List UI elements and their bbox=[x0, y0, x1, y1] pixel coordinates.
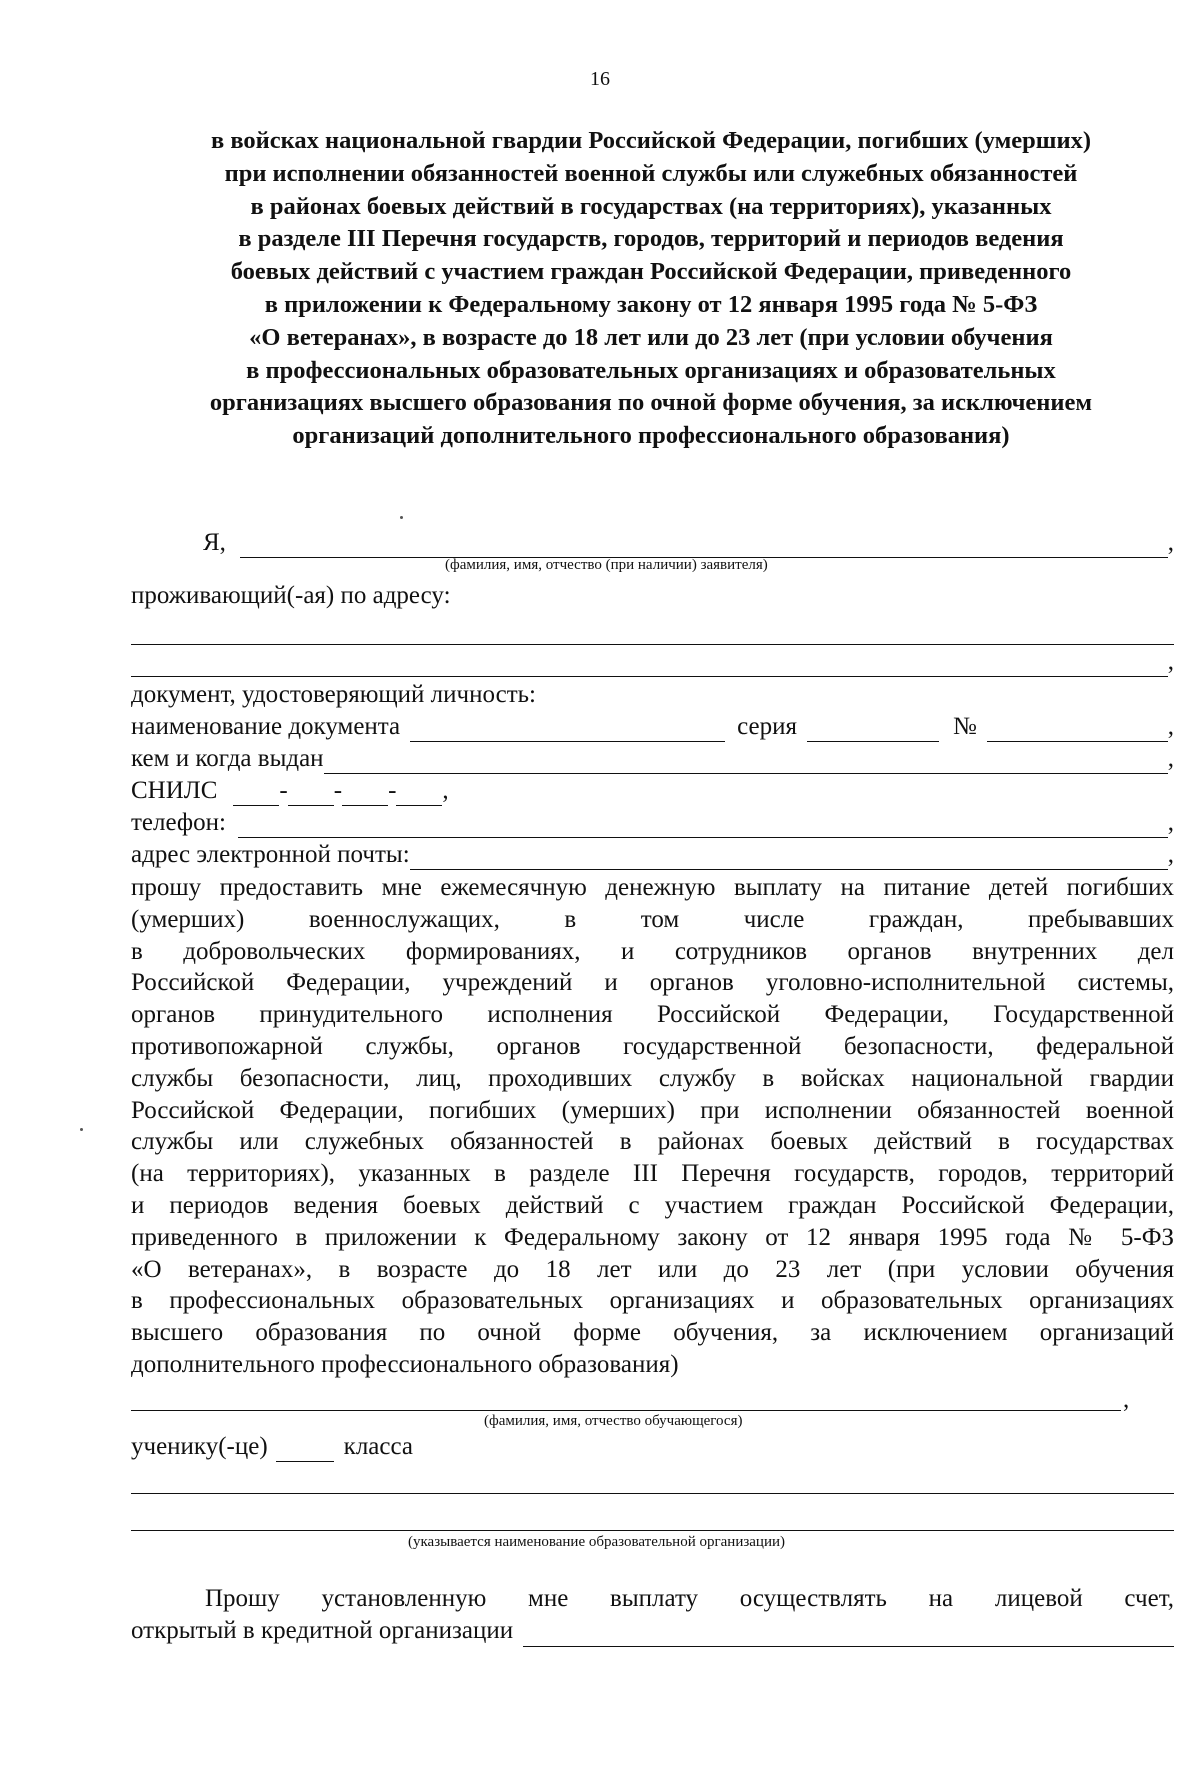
issued-field[interactable] bbox=[324, 749, 1168, 774]
snils-field-part-3[interactable] bbox=[342, 781, 388, 806]
payment-line-1: Прошу установленную мне выплату осуществлять на лицевой счет, bbox=[205, 1585, 1174, 1612]
scan-speck bbox=[80, 1128, 83, 1131]
request-line: в профессиональных образовательных организациях и образовательных организациях bbox=[131, 1287, 1174, 1315]
number-label: № bbox=[953, 713, 977, 740]
email-label: адрес электронной почты: bbox=[131, 841, 410, 868]
student-name-field[interactable] bbox=[131, 1410, 1121, 1411]
series-label: серия bbox=[737, 713, 798, 740]
request-paragraph bbox=[131, 872, 1174, 1381]
address-field-line-2[interactable] bbox=[131, 652, 1168, 677]
email-row bbox=[131, 840, 1174, 870]
title-line: в разделе III Перечня государств, городов, территорий и периодов ведения bbox=[238, 225, 1064, 253]
id-doc-label: документ, удостоверяющий личность: bbox=[131, 681, 536, 708]
request-line: прошу предоставить мне ежемесячную денежную выплату на питание детей погибших bbox=[131, 874, 1174, 901]
applicant-name-field[interactable] bbox=[240, 533, 1168, 558]
document-title bbox=[135, 125, 1167, 453]
doc-row bbox=[131, 712, 1174, 742]
student-caption: (фамилия, имя, отчество обучающегося) bbox=[484, 1413, 743, 1429]
request-line: приведенного в приложении к Федеральному закону от 12 января 1995 года № 5-ФЗ bbox=[131, 1223, 1174, 1251]
class-field[interactable] bbox=[276, 1437, 334, 1462]
org-caption: (указывается наименование образовательной организации) bbox=[408, 1534, 786, 1550]
request-line: в добровольческих формированиях, и сотрудников органов внутренних дел bbox=[131, 937, 1174, 965]
pupil-label: ученику(-це) bbox=[131, 1433, 268, 1460]
scan-speck bbox=[400, 516, 403, 519]
address-field-line-1[interactable] bbox=[131, 644, 1174, 645]
title-line: в районах боевых действий в государствах (на территориях), указанных bbox=[250, 192, 1052, 220]
address-row-2 bbox=[131, 647, 1174, 677]
title-line: в приложении к Федеральному закону от 12 января 1995 года № 5-ФЗ bbox=[264, 290, 1038, 318]
title-line: при исполнении обязанностей военной службы или служебных обязанностей bbox=[224, 159, 1078, 187]
snils-field-part-2[interactable] bbox=[288, 781, 334, 806]
title-line: в профессиональных образовательных организациях и образовательных bbox=[246, 356, 1056, 384]
class-label: класса bbox=[343, 1433, 413, 1460]
number-field[interactable] bbox=[987, 717, 1168, 742]
phone-field[interactable] bbox=[238, 813, 1168, 838]
request-line: высшего образования по очной форме обучения, за исключением организаций bbox=[131, 1319, 1174, 1347]
comma: , bbox=[1167, 841, 1174, 868]
comma: , bbox=[1167, 809, 1174, 836]
payment-paragraph bbox=[131, 1583, 1174, 1647]
snils-dash: - bbox=[388, 777, 397, 804]
applicant-prefix: Я, bbox=[203, 529, 226, 556]
request-line: дополнительного профессионального образования) bbox=[131, 1350, 679, 1378]
pupil-row bbox=[131, 1432, 413, 1462]
title-line: организаций дополнительного профессионального образования) bbox=[292, 422, 1010, 450]
request-line: Российской Федерации, учреждений и органов уголовно-исполнительной системы, bbox=[131, 969, 1174, 997]
request-line: и периодов ведения боевых действий с участием граждан Российской Федерации, bbox=[131, 1191, 1174, 1219]
title-line: в войсках национальной гвардии Российской Федерации, погибших (умерших) bbox=[210, 127, 1092, 154]
comma: , bbox=[1123, 1386, 1130, 1413]
issued-row bbox=[131, 744, 1174, 774]
request-line: (умерших) военнослужащих, в том числе граждан, пребывавших bbox=[131, 905, 1174, 933]
request-line: противопожарной службы, органов государственной безопасности, федеральной bbox=[131, 1032, 1174, 1060]
snils-field-part-1[interactable] bbox=[233, 781, 279, 806]
request-line: органов принудительного исполнения Российской Федерации, Государственной bbox=[131, 1001, 1174, 1029]
request-line: службы безопасности, лиц, проходивших службу в войсках национальной гвардии bbox=[131, 1064, 1174, 1092]
issued-label: кем и когда выдан bbox=[131, 745, 324, 772]
address-label: проживающий(-ая) по адресу: bbox=[131, 582, 451, 609]
request-line: «О ветеранах», в возрасте до 18 лет или до 23 лет (при условии обучения bbox=[131, 1255, 1174, 1283]
payment-line-2: открытый в кредитной организации bbox=[131, 1615, 1174, 1647]
snils-field-part-4[interactable] bbox=[396, 781, 442, 806]
snils-row bbox=[131, 776, 449, 806]
org-field-line-1[interactable] bbox=[131, 1493, 1174, 1494]
page-number: 16 bbox=[590, 68, 610, 90]
snils-label: СНИЛС bbox=[131, 777, 218, 804]
snils-dash: - bbox=[279, 777, 288, 804]
comma: , bbox=[1167, 648, 1174, 675]
doc-name-label: наименование документа bbox=[131, 713, 401, 740]
series-field[interactable] bbox=[807, 717, 939, 742]
comma: , bbox=[442, 777, 449, 804]
request-line: (на территориях), указанных в разделе III Перечня государств, городов, территорий bbox=[131, 1160, 1174, 1188]
comma: , bbox=[1167, 529, 1174, 556]
title-line: «О ветеранах», в возрасте до 18 лет или до 23 лет (при условии обучения bbox=[249, 323, 1053, 351]
applicant-caption: (фамилия, имя, отчество (при наличии) заявителя) bbox=[445, 557, 768, 573]
doc-name-field[interactable] bbox=[410, 717, 725, 742]
phone-row bbox=[131, 808, 1174, 838]
title-line: организациях высшего образования по очной форме обучения, за исключением bbox=[209, 389, 1093, 417]
org-field-line-2[interactable] bbox=[131, 1530, 1174, 1531]
title-line: боевых действий с участием граждан Российской Федерации, приведенного bbox=[230, 258, 1072, 286]
applicant-row bbox=[203, 528, 1174, 558]
request-line: службы или служебных обязанностей в районах боевых действий в государствах bbox=[131, 1128, 1174, 1156]
bank-account-field[interactable] bbox=[523, 1622, 1174, 1647]
snils-dash: - bbox=[333, 777, 343, 804]
comma: , bbox=[1167, 713, 1174, 740]
email-field[interactable] bbox=[410, 845, 1168, 870]
phone-label: телефон: bbox=[131, 809, 226, 836]
comma: , bbox=[1167, 745, 1174, 772]
request-line: Российской Федерации, погибших (умерших) при исполнении обязанностей военной bbox=[131, 1096, 1174, 1124]
